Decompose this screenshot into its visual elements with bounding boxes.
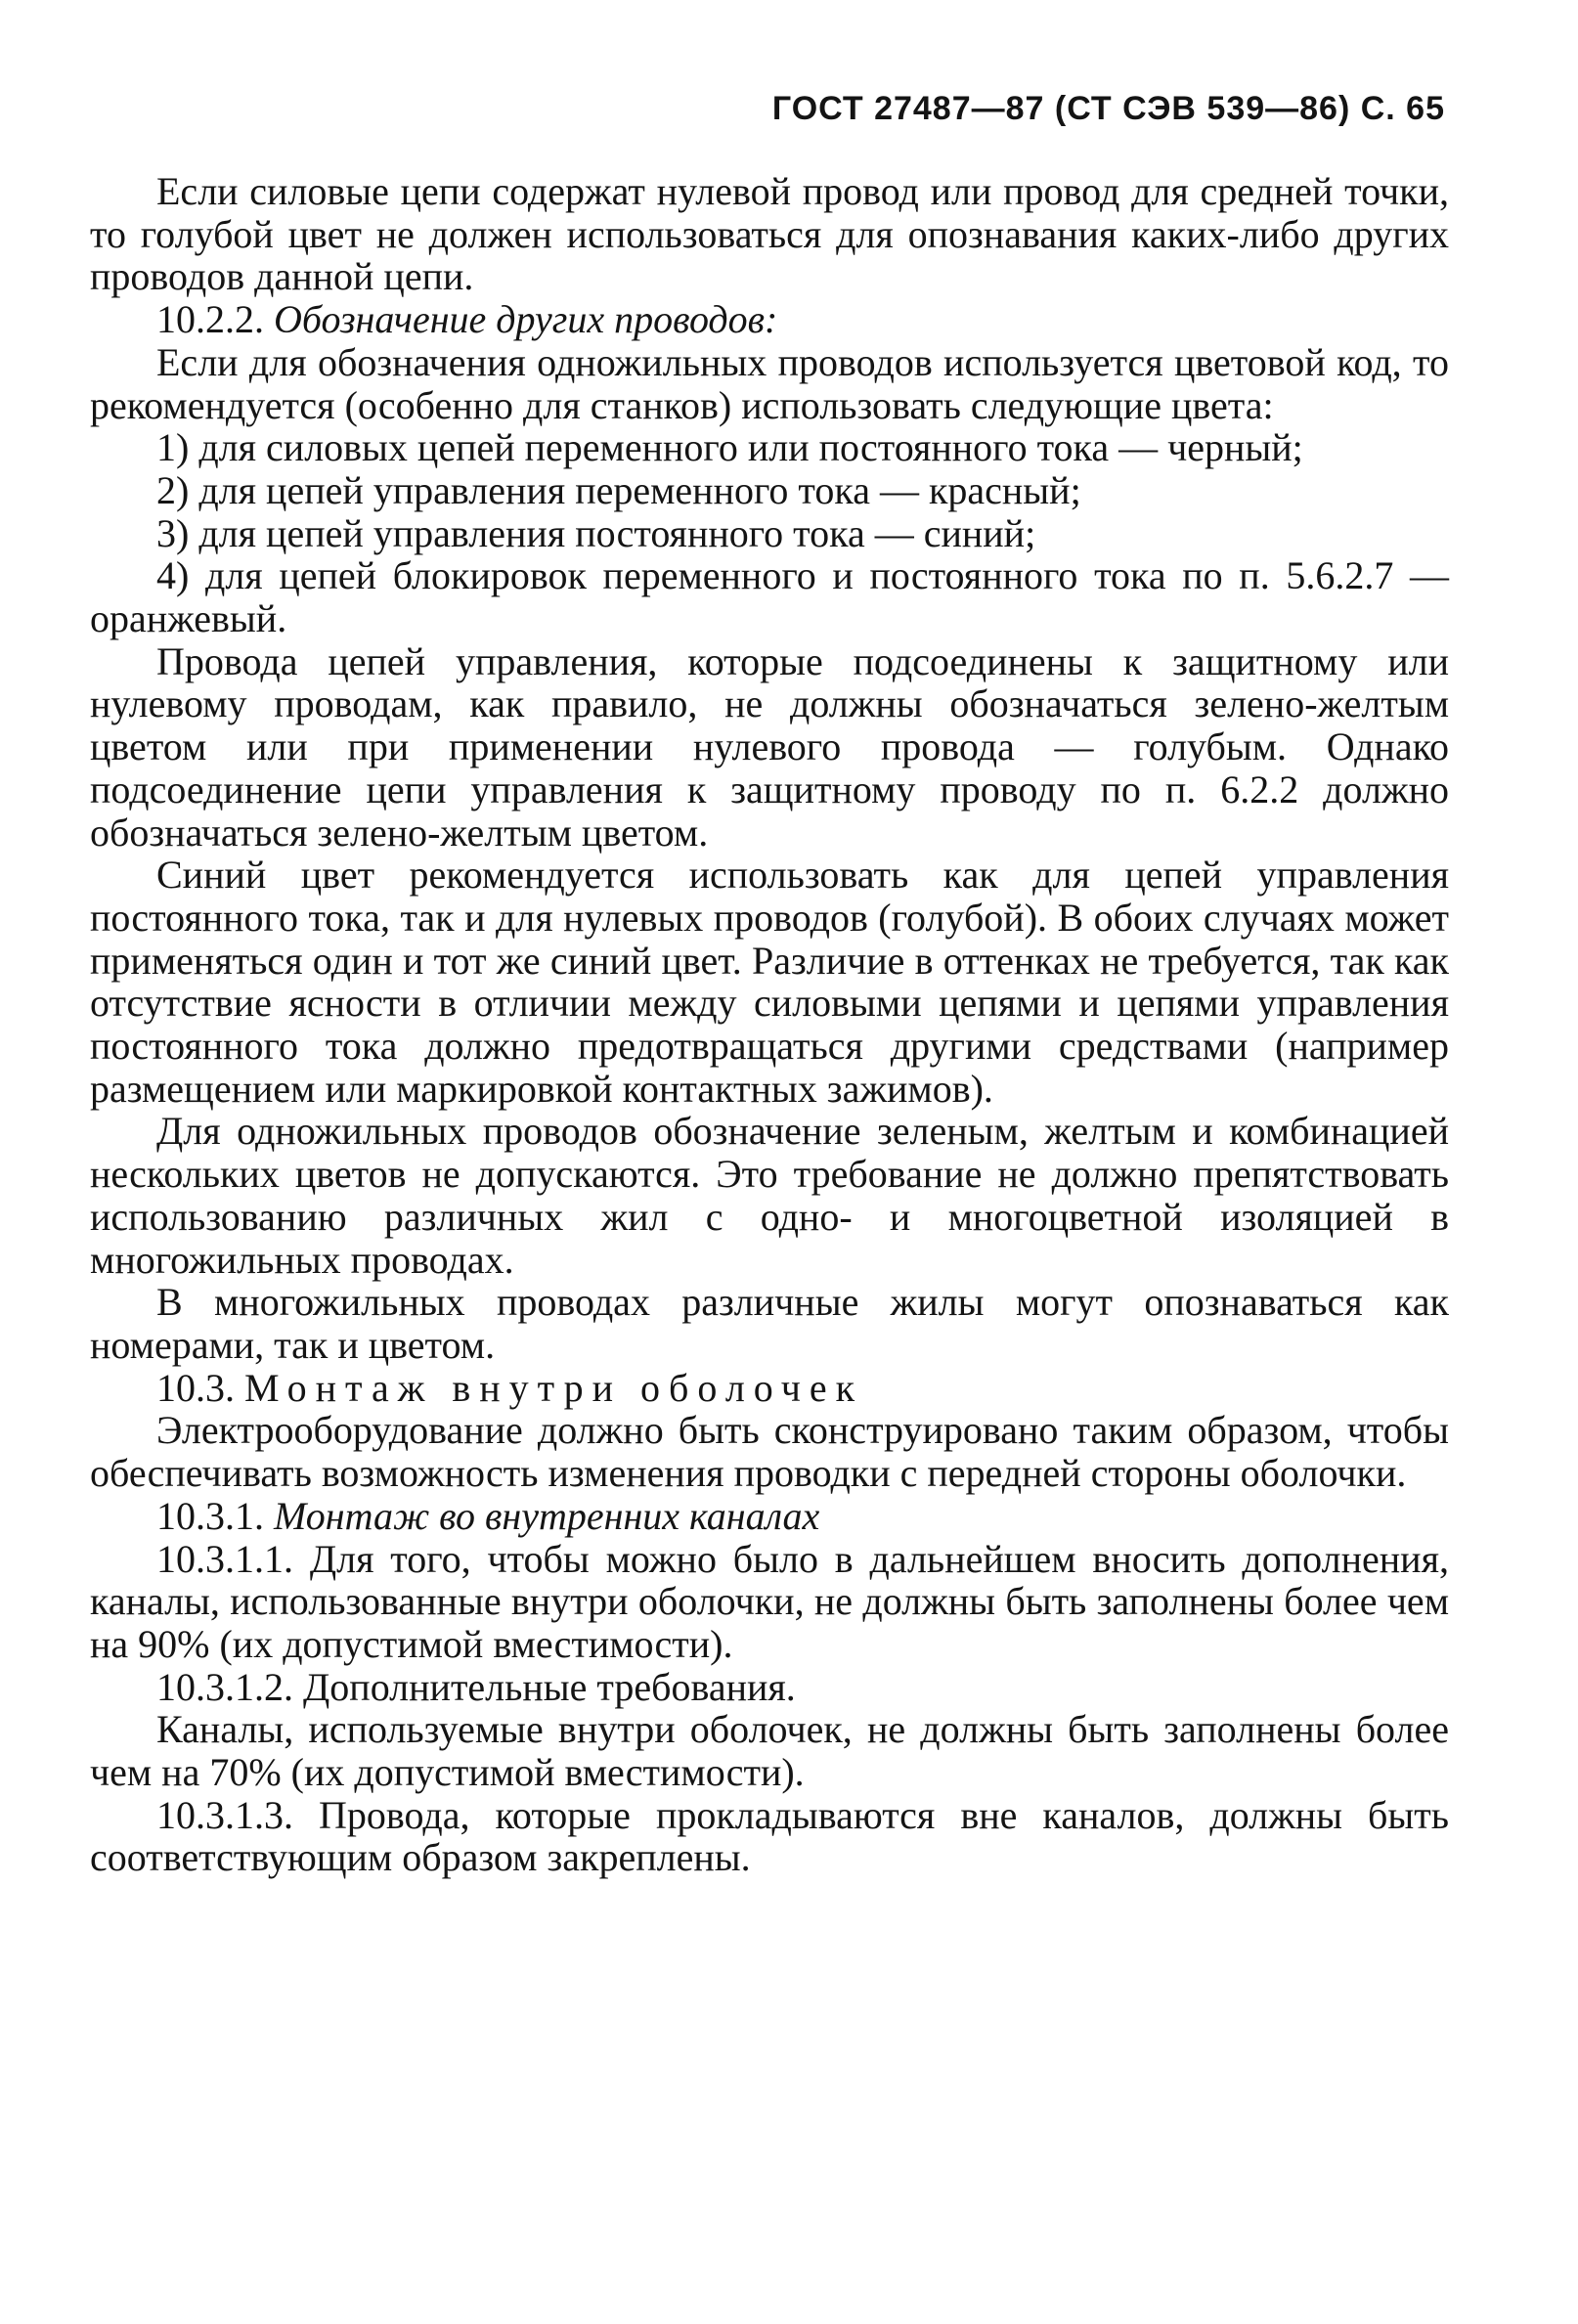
paragraph-control-wires: Провода цепей управления, которые подсоединены к защитному или нулевому проводам, как правило, не должны обозначаться зелено-желтым цветом или при применении нулевого провода — голубым. Однако подсоединение цепи управления к защитному проводу по п. 6.2.2 должно обозначаться зелено-желтым цветом. <box>90 638 1449 855</box>
paragraph-blue-color: Синий цвет рекомендуется использовать как для цепей управления постоянного тока, так и для нулевых проводов (голубой). В обоих случаях может применяться один и тот же синий цвет. Различие в оттенках не требуется, так как отсутствие ясности в отличии между силовыми цепями и цепями управления постоянного тока должно предотвращаться другими средствами (например размещением или маркировкой контактных зажимов). <box>90 853 1449 1111</box>
section-number: 10.3.1. <box>156 1493 264 1538</box>
section-title: Монтаж внутри оболочек <box>244 1365 864 1410</box>
section-10-2-2-heading <box>90 298 1449 341</box>
paragraph-color-code: Если для обозначения одножильных проводов используется цветовой код, то рекомендуется (особенно для станков) использовать следующие цвета: <box>90 339 1449 427</box>
document-body <box>90 170 1449 1879</box>
paragraph-single-core: Для одножильных проводов обозначение зеленым, желтым и комбинацией нескольких цветов не допускаются. Это требование не должно препятствовать использованию различных жил с одно- и многоцветной изоляцией в многожильных проводах. <box>90 1109 1449 1282</box>
section-10-3-1-heading <box>90 1495 1449 1538</box>
paragraph-10-3-1-3: 10.3.1.3. Провода, которые прокладываются вне каналов, должны быть соответствующим образом закреплены. <box>90 1792 1449 1880</box>
section-number: 10.2.2. <box>156 297 264 342</box>
section-10-3-heading <box>90 1367 1449 1410</box>
paragraph-multi-core: В многожильных проводах различные жилы могут опознаваться как номерами, так и цветом. <box>90 1280 1449 1367</box>
paragraph-10-3-1-1: 10.3.1.1. Для того, чтобы можно было в дальнейшем вносить дополнения, каналы, использованные внутри оболочки, не должны быть заполнены более чем на 90% (их допустимой вместимости). <box>90 1536 1449 1666</box>
paragraph-neutral-wire: Если силовые цепи содержат нулевой провод или провод для средней точки, то голубой цвет не должен использоваться для опознавания каких-либо других проводов данной цепи. <box>90 169 1449 299</box>
paragraph-10-3-1-2: 10.3.1.2. Дополнительные требования. <box>156 1664 796 1709</box>
section-title: Монтаж во внутренних каналах <box>274 1493 820 1538</box>
page-header: ГОСТ 27487—87 (СТ СЭВ 539—86) С. 65 <box>771 90 1445 127</box>
list-item-2: 2) для цепей управления переменного тока — красный; <box>156 467 1081 512</box>
list-item-4: 4) для цепей блокировок переменного и постоянного тока по п. 5.6.2.7 — оранжевый. <box>90 553 1449 641</box>
document-page <box>90 84 1449 1879</box>
list-item-1: 1) для силовых цепей переменного или постоянного тока — черный; <box>156 425 1303 470</box>
paragraph-enclosure-wiring: Электрооборудование должно быть сконструировано таким образом, чтобы обеспечивать возможность изменения проводки с передней стороны оболочки. <box>90 1408 1449 1496</box>
section-title: Обозначение других проводов: <box>274 297 778 342</box>
list-item-3: 3) для цепей управления постоянного тока — синий; <box>156 510 1036 555</box>
section-number: 10.3. <box>156 1365 235 1410</box>
paragraph-channels-fill: Каналы, используемые внутри оболочек, не должны быть заполнены более чем на 70% (их допустимой вместимости). <box>90 1707 1449 1795</box>
